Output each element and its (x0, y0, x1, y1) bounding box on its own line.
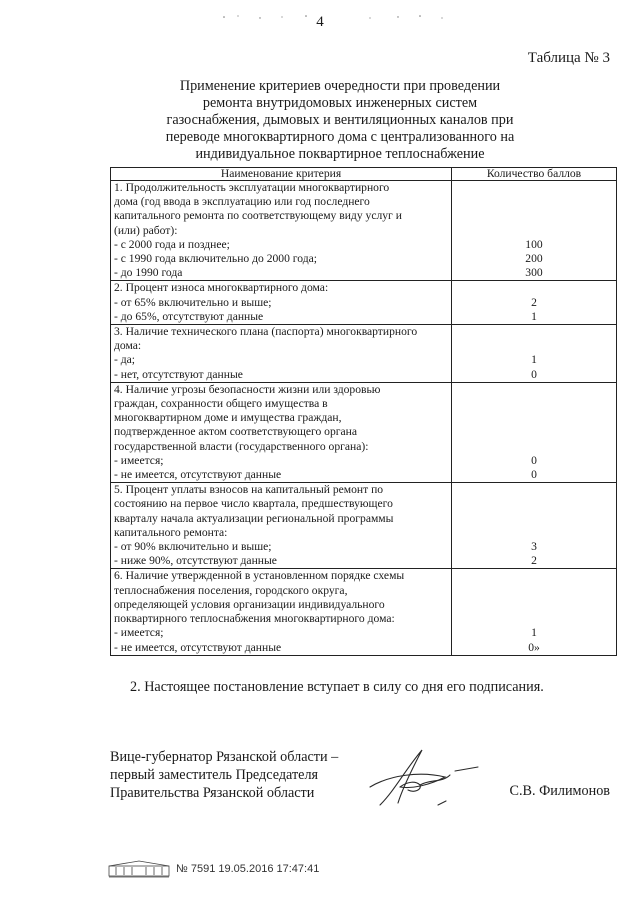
table-label: Таблица № 3 (527, 50, 610, 66)
signatory-line: Вице-губернатор Рязанской области – (110, 749, 339, 765)
criterion-cell (111, 382, 452, 482)
points-cell (452, 181, 617, 281)
points-cell (452, 483, 617, 569)
points-cell (452, 281, 617, 325)
criterion-line: (или) работ): (114, 223, 178, 237)
criterion-line: - до 1990 года (114, 266, 183, 280)
points-value: 1 (531, 309, 537, 323)
criterion-line: определяющей условия организации индивидуального (114, 597, 385, 611)
points-value (452, 526, 616, 540)
criteria-table (110, 167, 617, 656)
title-line: газоснабжения, дымовых и вентиляционных каналов при (166, 112, 514, 128)
title-line: индивидуальное поквартирное теплоснабжение (195, 146, 485, 162)
criterion-line: - имеется; (114, 453, 164, 467)
document-title (130, 78, 550, 163)
registration-stamp (108, 860, 319, 878)
criterion-line: - нет, отсутствуют данные (114, 367, 243, 381)
points-value: 2 (531, 295, 537, 309)
points-value (452, 224, 616, 238)
points-value: 1 (531, 626, 537, 640)
points-value (452, 181, 616, 195)
column-header-criterion: Наименование критерия (111, 168, 452, 181)
criterion-line: многоквартирном доме и имущества граждан, (114, 411, 342, 425)
criterion-line: состоянию на первое число квартала, предшествующего (114, 497, 393, 511)
criterion-line: подтвержденное актом соответствующего органа (114, 425, 358, 439)
points-value (452, 598, 616, 612)
criterion-line: - да; (114, 353, 136, 367)
handwritten-signature (350, 735, 490, 815)
points-value (452, 411, 616, 425)
criterion-line: - ниже 90%, отсутствуют данные (114, 554, 277, 568)
criterion-line: - от 90% включительно и выше; (114, 540, 272, 554)
criterion-line: кварталу начала актуализации региональной программы (114, 511, 394, 525)
points-value (452, 584, 616, 598)
points-value: 1 (531, 353, 537, 367)
criterion-line: 4. Наличие угрозы безопасности жизни или здоровью (114, 382, 381, 396)
criterion-line: - с 1990 года включительно до 2000 года; (114, 252, 317, 266)
criterion-cell (111, 569, 452, 655)
points-value: 0 (531, 453, 537, 467)
criterion-line: - не имеется, отсутствуют данные (114, 468, 282, 482)
criterion-line: поквартирного теплоснабжения многоквартирного дома: (114, 612, 395, 626)
column-header-points: Количество баллов (452, 168, 617, 181)
table-row (111, 382, 617, 482)
points-value (452, 195, 616, 209)
criterion-line: - имеется; (114, 626, 164, 640)
criterion-line: теплоснабжения поселения, городского округа, (114, 583, 348, 597)
criterion-line: 3. Наличие технического плана (паспорта) многоквартирного (114, 325, 418, 339)
points-value (452, 569, 616, 583)
points-value (452, 512, 616, 526)
effective-date-note: 2. Настоящее постановление вступает в силу со дня его подписания. (130, 679, 544, 695)
points-value (452, 281, 616, 295)
points-value (452, 497, 616, 511)
points-cell (452, 569, 617, 655)
title-line: Применение критериев очередности при проведении (179, 78, 501, 94)
criterion-line: капитального ремонта по соответствующему виду услуг и (114, 209, 402, 223)
criterion-line: - не имеется, отсутствуют данные (114, 640, 282, 654)
criterion-line: дома: (114, 339, 142, 353)
criterion-cell (111, 483, 452, 569)
points-value (452, 397, 616, 411)
points-value (452, 209, 616, 223)
points-value: 2 (531, 554, 537, 568)
table-row (111, 325, 617, 383)
signatory-title (110, 748, 338, 802)
criterion-cell (111, 325, 452, 383)
points-value (452, 483, 616, 497)
page-number: 4 (316, 14, 324, 30)
points-value (452, 440, 616, 454)
points-value: 0 (531, 468, 537, 482)
title-line: ремонта внутридомовых инженерных систем (202, 95, 478, 111)
points-value (452, 339, 616, 353)
points-value: 200 (525, 252, 543, 266)
points-value: 0 (531, 367, 537, 381)
points-value (452, 325, 616, 339)
criterion-line: 1. Продолжительность эксплуатации многоквартирного (114, 181, 390, 194)
table-row (111, 483, 617, 569)
criterion-line: граждан, сохранности общего имущества в (114, 397, 328, 411)
criterion-line: 6. Наличие утвержденной в установленном порядке схемы (114, 569, 405, 583)
criterion-line: капитального ремонта: (114, 525, 228, 539)
table-row (111, 281, 617, 325)
title-line: переводе многоквартирного дома с централизованного на (165, 129, 515, 145)
criterion-cell (111, 181, 452, 281)
criterion-line: 5. Процент уплаты взносов на капитальный ремонт по (114, 483, 384, 497)
signer-name: С.В. Филимонов (509, 783, 610, 799)
points-value: 100 (525, 237, 543, 251)
points-cell (452, 325, 617, 383)
table-row (111, 569, 617, 655)
criterion-line: дома (год ввода в эксплуатацию или год последнего (114, 195, 370, 209)
criterion-line: - до 65%, отсутствуют данные (114, 309, 264, 323)
criterion-line: - с 2000 года и позднее; (114, 237, 230, 251)
criterion-cell (111, 281, 452, 325)
points-value (452, 425, 616, 439)
registration-number: № 7591 19.05.2016 17:47:41 (176, 863, 320, 875)
table-header-row (111, 168, 617, 181)
points-value: 300 (525, 266, 543, 280)
criterion-line: государственной власти (государственного органа): (114, 439, 369, 453)
signatory-line: Правительства Рязанской области (110, 785, 315, 801)
criterion-line: - от 65% включительно и выше; (114, 295, 272, 309)
criterion-line: 2. Процент износа многоквартирного дома: (114, 281, 329, 295)
points-value: 3 (531, 540, 537, 554)
table-row (111, 181, 617, 281)
building-emblem-icon (108, 860, 170, 878)
points-value (452, 383, 616, 397)
signatory-line: первый заместитель Председателя (110, 767, 319, 783)
points-value: 0» (528, 640, 540, 654)
points-cell (452, 382, 617, 482)
points-value (452, 612, 616, 626)
